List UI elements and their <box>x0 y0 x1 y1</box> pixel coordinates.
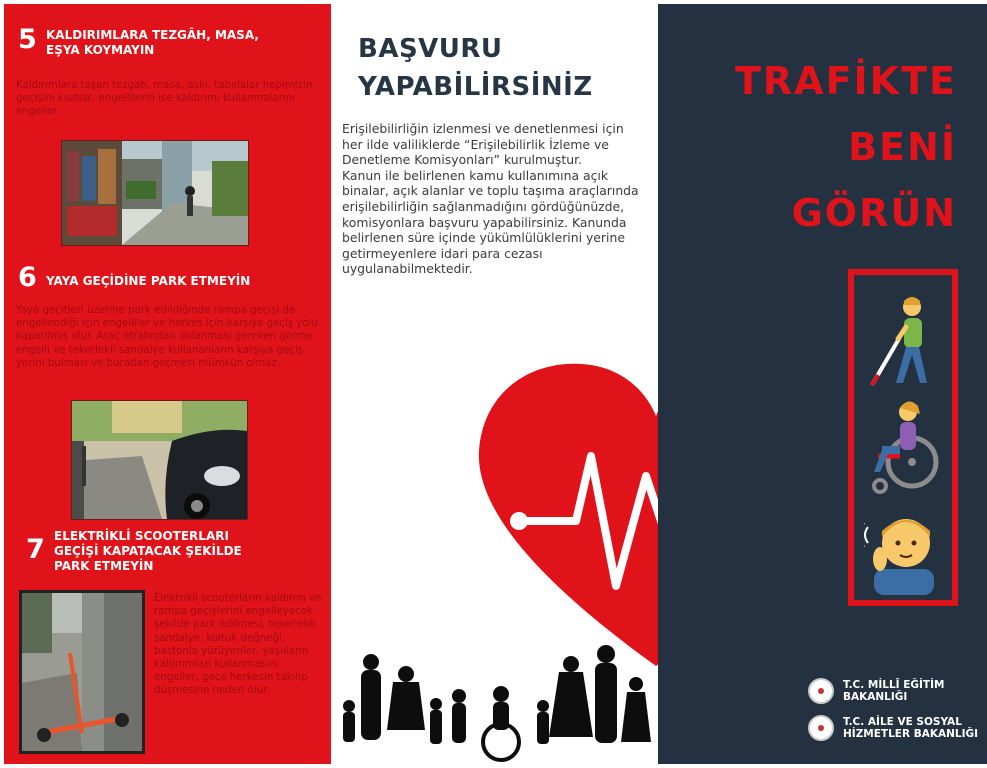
heart-shape <box>479 364 658 666</box>
meb-line2: BAKANLIĞI <box>843 691 908 703</box>
meb-line1: T.C. MİLLÎ EĞİTİM <box>843 679 945 691</box>
person-in-wheelchair-icon <box>860 400 948 496</box>
item-7-heading-line3: PARK ETMEYİN <box>54 559 154 573</box>
middle-panel <box>331 4 658 764</box>
asph-logo-row <box>808 715 978 741</box>
parked-car-photo <box>71 400 248 520</box>
right-panel <box>658 4 987 764</box>
item-6-body: Yaya geçitleri üzerine park edildiğinde rampa geçişi de engellendiği için engelliler ve herkes için karşıya geçiş yolu kapatılmış olur. Araç etrafından dolanması gereken görme engelli ve tekerlekli sandalye kullananların karşıya geçiş yerini bulması ve buradan geçmesi mümkün olmaz. <box>16 305 318 369</box>
title-line2: BENİ <box>848 125 957 169</box>
street-vendors-photo <box>61 140 249 246</box>
parked-car-illustration <box>72 401 247 519</box>
item-5-number: 5 <box>18 24 37 55</box>
item-7-number: 7 <box>26 534 45 565</box>
meb-logo-row <box>808 678 944 704</box>
asph-line1: T.C. AİLE VE SOSYAL <box>843 716 962 728</box>
accessibility-icons-frame <box>848 269 958 606</box>
item-7-heading-line2: GEÇİŞİ KAPATACAK ŞEKİLDE <box>54 544 242 558</box>
person-with-white-cane-icon <box>862 295 946 391</box>
item-5-body: Kaldırımlara taşan tezgah, masa, askı, tabelalar hepimizin geçişini kısıtlar, engellilerin ise kaldırımı kullanmalarını engeller. <box>16 80 313 118</box>
item-5-heading-line2: EŞYA KOYMAYIN <box>46 43 155 57</box>
asph-emblem-icon <box>808 715 834 741</box>
apply-body: Erişilebilirliğin izlenmesi ve denetlenmesi için her ilde valiliklerde “Erişilebilirlik İzleme ve Denetleme Komisyonları” kurulmuştur. Kanun ile belirlenen kamu kullanımına açık binalar, açık alanlar ve toplu taşıma araçlarında erişilebilirliğin sağlanmadığını gördüğünüzde, komisyonlara başvuru yapabilirsiniz. Kanunda belirlenen süre içinde yükümlülüklerini yerine getirmeyenlere idari para cezası uygulanabilmektedir. <box>342 121 639 277</box>
title-line1: TRAFİKTE <box>734 59 957 103</box>
deaf-person-icon <box>864 507 944 597</box>
item-6-number: 6 <box>18 262 37 293</box>
title-line3: GÖRÜN <box>791 191 957 235</box>
street-vendors-illustration <box>62 141 248 245</box>
meb-emblem-icon <box>808 678 834 704</box>
heart-graphic <box>471 356 658 676</box>
meb-logo-text <box>843 679 944 703</box>
scooter-illustration <box>22 593 142 751</box>
people-silhouettes <box>331 644 658 764</box>
asph-line2: HİZMETLER BAKANLIĞI <box>843 728 978 740</box>
left-panel <box>4 4 331 764</box>
item-7-heading-line1: ELEKTRİKLİ SCOOTERLARI <box>54 529 229 543</box>
item-5-heading-line1: KALDIRIMLARA TEZGÂH, MASA, <box>46 28 259 42</box>
apply-title-line2: YAPABİLİRSİNİZ <box>358 72 593 102</box>
asph-logo-text <box>843 716 978 740</box>
item-6-heading: YAYA GEÇİDİNE PARK ETMEYİN <box>46 274 251 288</box>
apply-title-line1: BAŞVURU <box>358 34 503 64</box>
scooter-photo <box>19 590 145 754</box>
item-7-body: Elektrikli scooterların kaldırım ve rampa geçişlerini engelleyecek şekilde park edilmesi, tekerlekli sandalye, koltuk değneği, bastonla yürüyenler, yaşlıların kaldırımları kullanmasını engeller, gece herkesin takılıp düşmesine neden olur. <box>154 593 322 697</box>
heartbeat-start-dot <box>510 512 528 530</box>
apply-body-text <box>342 121 642 277</box>
